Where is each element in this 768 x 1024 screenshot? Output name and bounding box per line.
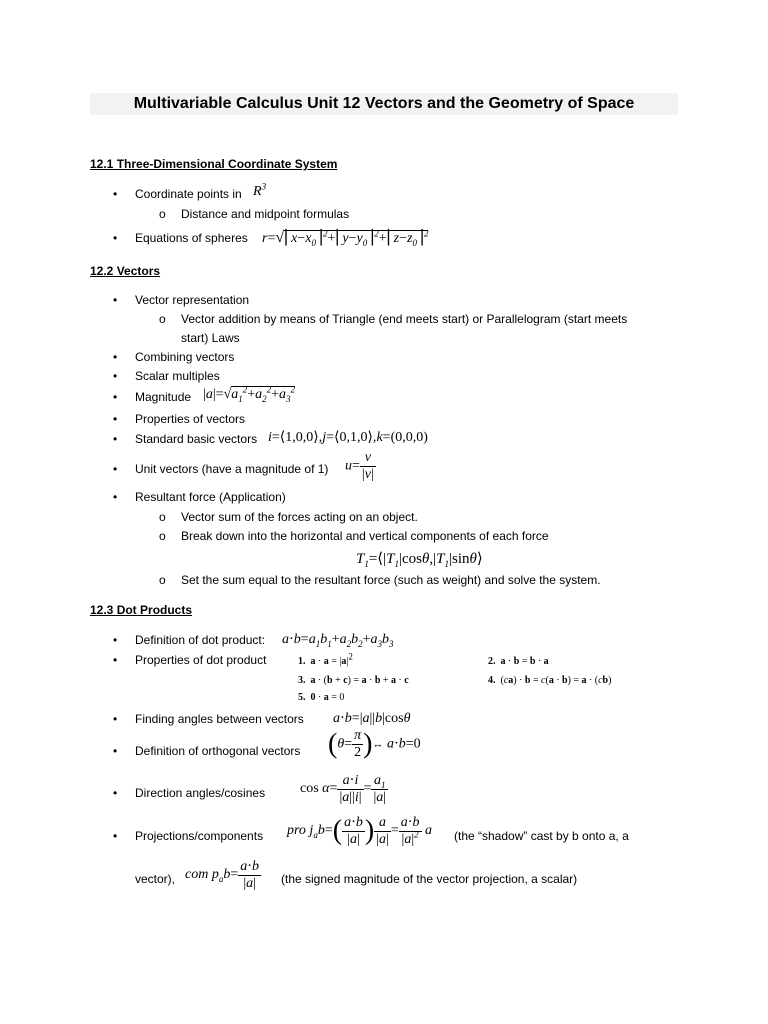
bullet-text: Combining vectors — [135, 350, 235, 364]
bullet-combining-vectors — [135, 350, 234, 364]
math-magnitude: $|a|=√a_1^2+a_2^2+a_3^2$ — [203, 384, 296, 404]
page-title: Multivariable Calculus Unit 12 Vectors and the Geometry of Space — [90, 93, 678, 115]
projection-note: (the “shadow” cast by b onto a, a — [454, 829, 629, 843]
projection-line2-prefix: vector), — [135, 872, 176, 886]
bullet-standard-basic-vectors — [135, 432, 257, 446]
bullet-text: Properties of dot product — [135, 653, 267, 667]
bullet-resultant-force — [135, 490, 286, 504]
bullet-equations-spheres — [135, 231, 248, 245]
bullet-magnitude — [135, 390, 191, 404]
section-heading-12-1: 12.1 Three-Dimensional Coordinate System — [90, 157, 338, 171]
bullet-text: Vector representation — [135, 293, 250, 307]
bullet-direction-angles — [135, 786, 265, 800]
bullet-properties-vectors — [135, 412, 245, 426]
bullet-text: Equations of spheres — [135, 231, 248, 245]
component-note: (the signed magnitude of the vector projection, a scalar) — [281, 872, 578, 886]
math-orthogonal: (θ= $\frac{\pi}{2}$ )↔ a⋅b=0 — [328, 728, 421, 760]
bullet-text: Definition of dot product: — [135, 633, 266, 647]
math-force-components: $T_1=⟨|T_1|\cos\theta,|T_1|\sin\theta⟩$ — [356, 551, 483, 569]
bullet-text: Direction angles/cosines — [135, 786, 266, 800]
math-unit-vector: u= $\frac{v}{|v|}$ — [345, 450, 374, 482]
math-component: com $p_ab=$ $\frac{a\cdot b}{|a|}$ — [185, 859, 260, 891]
bullet-dot-properties — [135, 653, 266, 667]
dot-property-4: 4. (ca) ⋅ b = c(a ⋅ b) = a ⋅ (cb) — [488, 675, 612, 686]
bullet-vector-representation — [135, 293, 249, 307]
dot-property-3: 3. a ⋅ (b + c) = a ⋅ b + a ⋅ c — [298, 675, 409, 686]
bullet-projections — [135, 829, 263, 843]
bullet-text: Properties of vectors — [135, 412, 246, 426]
bullet-text: Standard basic vectors — [135, 432, 258, 446]
bullet-text: Scalar multiples — [135, 369, 220, 383]
math-direction-cosine: cos α= $\frac{a\cdot i}{|a||i|}$ = $\frac{a_1}{|a|}$ — [300, 772, 387, 805]
sub-set-sum: o Set the sum equal to the resultant force (such as weight) and solve the system. — [181, 573, 601, 587]
math-dot-definition: $a\cdot b=a_1b_1+a_2b_2+a_3b_3$ — [282, 632, 394, 649]
bullet-coordinate-points — [135, 187, 242, 201]
dot-property-1: 1. $a \cdot a = |a|^2$ — [298, 651, 353, 667]
section-heading-12-2: 12.2 Vectors — [90, 264, 161, 278]
math-sphere-equation: $r=√⎢x-x_0⎥^2+⎢y-y_0⎥^2+⎢z-z_0⎥^2$ — [262, 228, 429, 248]
math-projection: pro $j_ab=$( $\frac{a\cdot b}{|a|}$ ) $\frac{a}{|a|}$ = $\frac{a\cdot b}{|a|^2}$ a — [287, 814, 433, 847]
bullet-scalar-multiples — [135, 369, 220, 383]
math-r3: $R^3$ — [253, 181, 267, 199]
dot-property-5: 5. 0 ⋅ a = 0 — [298, 692, 345, 703]
math-basic-vectors: i=⟨1,0,0⟩,j=⟨0,1,0⟩,k=(0,0,0) — [268, 430, 428, 445]
bullet-text: Resultant force (Application) — [135, 490, 286, 504]
bullet-text: Coordinate points in — [135, 187, 242, 201]
math-angle-formula: a⋅b=|a||b|cosθ — [333, 711, 411, 726]
dot-property-2: 2. a ⋅ b = b ⋅ a — [488, 656, 549, 667]
bullet-text: Finding angles between vectors — [135, 712, 304, 726]
sub-distance-midpoint: o Distance and midpoint formulas — [181, 207, 349, 221]
bullet-text: Unit vectors (have a magnitude of 1) — [135, 462, 329, 476]
bullet-dot-product-definition — [135, 633, 265, 647]
bullet-text: Definition of orthogonal vectors — [135, 744, 301, 758]
sub-vector-addition-cont: start) Laws — [181, 331, 240, 345]
sub-vector-sum: o Vector sum of the forces acting on an object. — [181, 510, 418, 524]
bullet-text: Projections/components — [135, 829, 264, 843]
sub-vector-addition: o Vector addition by means of Triangle (end meets start) or Parallelogram (start meets — [181, 312, 627, 326]
section-heading-12-3: 12.3 Dot Products — [90, 603, 193, 617]
bullet-text: Magnitude — [135, 390, 192, 404]
sub-break-down: o Break down into the horizontal and vertical components of each force — [181, 529, 549, 543]
bullet-orthogonal — [135, 744, 300, 758]
bullet-unit-vectors — [135, 462, 328, 476]
bullet-finding-angles — [135, 712, 304, 726]
